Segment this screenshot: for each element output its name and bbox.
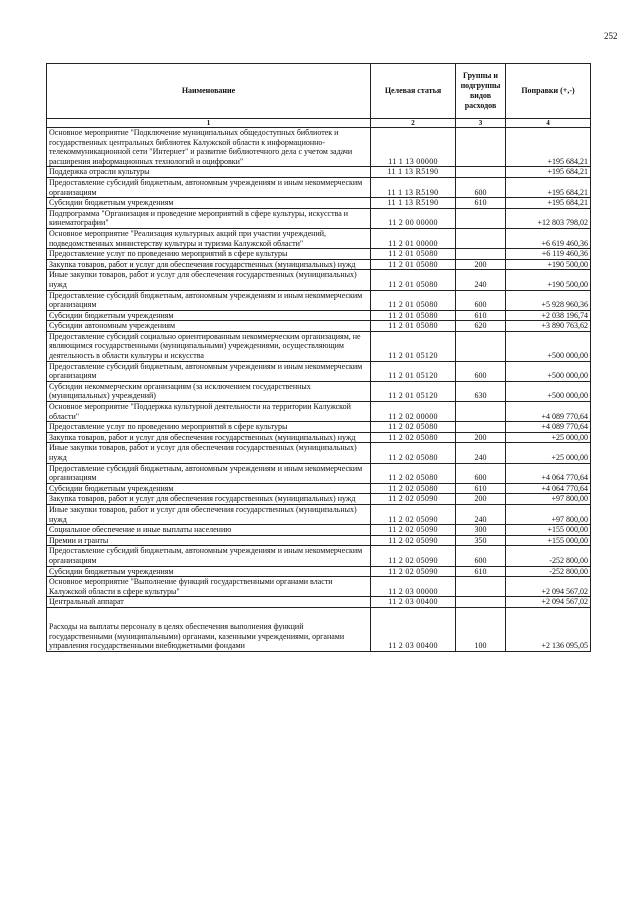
row-name-cell: Субсидии бюджетным учреждениям bbox=[47, 310, 371, 321]
row-amount-cell: +4 089 770,64 bbox=[506, 402, 591, 422]
row-group-cell bbox=[456, 577, 506, 597]
row-amount-cell: -252 800,00 bbox=[506, 546, 591, 566]
row-group-cell: 610 bbox=[456, 198, 506, 209]
row-name-cell: Поддержка отрасли культуры bbox=[47, 167, 371, 178]
row-name-cell: Субсидии бюджетным учреждениям bbox=[47, 566, 371, 577]
table-row bbox=[47, 331, 591, 361]
row-amount-cell: +6 619 460,36 bbox=[506, 228, 591, 248]
row-amount-cell: +97 800,00 bbox=[506, 494, 591, 505]
row-name-cell: Предоставление субсидий бюджетным, автономным учреждениям и иным некоммерческим организациям bbox=[47, 546, 371, 566]
row-group-cell: 100 bbox=[456, 607, 506, 651]
table-row bbox=[47, 249, 591, 260]
row-name-cell: Предоставление услуг по проведению мероприятий в сфере культуры bbox=[47, 249, 371, 260]
row-code-cell: 11 2 01 00000 bbox=[371, 228, 456, 248]
table-row bbox=[47, 128, 591, 167]
row-group-cell: 610 bbox=[456, 483, 506, 494]
row-code-cell: 11 2 02 05080 bbox=[371, 432, 456, 443]
row-group-cell: 610 bbox=[456, 566, 506, 577]
row-code-cell: 11 2 02 05090 bbox=[371, 546, 456, 566]
header-groups: Группы и подгруппы видов расходов bbox=[456, 64, 506, 119]
header-amendments: Поправки (+,-) bbox=[506, 64, 591, 119]
row-amount-cell: +190 500,00 bbox=[506, 259, 591, 270]
row-code-cell: 11 2 02 00000 bbox=[371, 402, 456, 422]
row-code-cell: 11 2 01 05080 bbox=[371, 249, 456, 260]
row-code-cell: 11 2 02 05080 bbox=[371, 443, 456, 463]
table-row bbox=[47, 525, 591, 536]
row-name-cell: Закупка товаров, работ и услуг для обеспечения государственных (муниципальных) нужд bbox=[47, 494, 371, 505]
column-number: 3 bbox=[456, 119, 506, 128]
row-group-cell: 600 bbox=[456, 463, 506, 483]
row-name-cell: Расходы на выплаты персоналу в целях обеспечения выполнения функций государственными (муниципальными) органами, казенными учреждениями, органами управления государственными внебюджетными фондами bbox=[47, 607, 371, 651]
row-amount-cell: +4 064 770,64 bbox=[506, 463, 591, 483]
row-code-cell: 11 2 03 00000 bbox=[371, 577, 456, 597]
row-group-cell: 600 bbox=[456, 177, 506, 197]
row-code-cell: 11 2 01 05120 bbox=[371, 381, 456, 401]
row-group-cell: 300 bbox=[456, 525, 506, 536]
row-amount-cell: +155 000,00 bbox=[506, 535, 591, 546]
table-row bbox=[47, 443, 591, 463]
row-amount-cell: +25 000,00 bbox=[506, 432, 591, 443]
row-name-cell: Предоставление субсидий бюджетным, автономным учреждениям и иным некоммерческим организациям bbox=[47, 177, 371, 197]
header-name: Наименование bbox=[47, 64, 371, 119]
table-row bbox=[47, 432, 591, 443]
table-row bbox=[47, 494, 591, 505]
row-amount-cell: +500 000,00 bbox=[506, 381, 591, 401]
row-group-cell: 240 bbox=[456, 270, 506, 290]
row-code-cell: 11 2 01 05080 bbox=[371, 290, 456, 310]
row-name-cell: Центральный аппарат bbox=[47, 597, 371, 608]
table-row bbox=[47, 290, 591, 310]
row-amount-cell: +195 684,21 bbox=[506, 177, 591, 197]
table-row bbox=[47, 483, 591, 494]
row-code-cell: 11 2 02 05090 bbox=[371, 566, 456, 577]
row-amount-cell: +12 803 798,02 bbox=[506, 208, 591, 228]
row-amount-cell: +5 928 960,36 bbox=[506, 290, 591, 310]
row-amount-cell: +2 094 567,02 bbox=[506, 577, 591, 597]
column-number-row bbox=[47, 119, 591, 128]
row-amount-cell: -252 800,00 bbox=[506, 566, 591, 577]
column-number: 4 bbox=[506, 119, 591, 128]
row-name-cell: Основное мероприятие "Выполнение функций государственными органами власти Калужской области в сфере культуры" bbox=[47, 577, 371, 597]
table-row bbox=[47, 208, 591, 228]
row-code-cell: 11 2 01 05120 bbox=[371, 361, 456, 381]
row-group-cell: 240 bbox=[456, 443, 506, 463]
table-row bbox=[47, 259, 591, 270]
row-amount-cell: +195 684,21 bbox=[506, 198, 591, 209]
row-name-cell: Субсидии некоммерческим организациям (за исключением государственных (муниципальных) учреждений) bbox=[47, 381, 371, 401]
budget-amendments-table bbox=[46, 63, 591, 652]
row-group-cell bbox=[456, 402, 506, 422]
row-group-cell bbox=[456, 208, 506, 228]
column-number: 1 bbox=[47, 119, 371, 128]
table-row bbox=[47, 463, 591, 483]
row-name-cell: Предоставление субсидий бюджетным, автономным учреждениям и иным некоммерческим организациям bbox=[47, 463, 371, 483]
table-row bbox=[47, 310, 591, 321]
table-row bbox=[47, 321, 591, 332]
row-name-cell: Подпрограмма "Организация и проведение мероприятий в сфере культуры, искусства и кинематографии" bbox=[47, 208, 371, 228]
column-number: 2 bbox=[371, 119, 456, 128]
row-name-cell: Субсидии автономным учреждениям bbox=[47, 321, 371, 332]
row-amount-cell: +2 094 567,02 bbox=[506, 597, 591, 608]
row-code-cell: 11 1 13 00000 bbox=[371, 128, 456, 167]
row-amount-cell: +25 000,00 bbox=[506, 443, 591, 463]
row-amount-cell: +3 890 763,62 bbox=[506, 321, 591, 332]
table-row bbox=[47, 228, 591, 248]
row-amount-cell: +195 684,21 bbox=[506, 167, 591, 178]
row-code-cell: 11 2 01 05120 bbox=[371, 331, 456, 361]
row-name-cell: Закупка товаров, работ и услуг для обеспечения государственных (муниципальных) нужд bbox=[47, 259, 371, 270]
table-row bbox=[47, 504, 591, 524]
row-name-cell: Предоставление субсидий бюджетным, автономным учреждениям и иным некоммерческим организациям bbox=[47, 290, 371, 310]
table-row bbox=[47, 546, 591, 566]
row-name-cell: Основное мероприятие "Поддержка культурной деятельности на территории Калужской области" bbox=[47, 402, 371, 422]
row-group-cell: 200 bbox=[456, 259, 506, 270]
row-code-cell: 11 2 02 05090 bbox=[371, 535, 456, 546]
row-code-cell: 11 2 02 05080 bbox=[371, 463, 456, 483]
row-code-cell: 11 2 03 00400 bbox=[371, 607, 456, 651]
row-group-cell bbox=[456, 228, 506, 248]
row-name-cell: Иные закупки товаров, работ и услуг для обеспечения государственных (муниципальных) нужд bbox=[47, 504, 371, 524]
row-code-cell: 11 2 02 05080 bbox=[371, 422, 456, 433]
table-row bbox=[47, 402, 591, 422]
table-row bbox=[47, 607, 591, 651]
row-code-cell: 11 2 03 00400 bbox=[371, 597, 456, 608]
row-name-cell: Премии и гранты bbox=[47, 535, 371, 546]
row-amount-cell: +2 038 196,74 bbox=[506, 310, 591, 321]
table-row bbox=[47, 198, 591, 209]
row-name-cell: Основное мероприятие "Подключение муниципальных общедоступных библиотек и государственных центральных библиотек Калужской области к информационно-телекоммуникационной сети "Интернет" и развитие библиотечного дела с учетом задачи расширения информационных технологий и оцифровки" bbox=[47, 128, 371, 167]
row-code-cell: 11 2 01 05080 bbox=[371, 270, 456, 290]
row-code-cell: 11 2 02 05080 bbox=[371, 483, 456, 494]
table-row bbox=[47, 577, 591, 597]
table-header-row bbox=[47, 64, 591, 119]
row-code-cell: 11 1 13 R5190 bbox=[371, 177, 456, 197]
table-row bbox=[47, 381, 591, 401]
header-article: Целевая статья bbox=[371, 64, 456, 119]
row-amount-cell: +155 000,00 bbox=[506, 525, 591, 536]
row-name-cell: Предоставление субсидий бюджетным, автономным учреждениям и иным некоммерческим организациям bbox=[47, 361, 371, 381]
row-name-cell: Иные закупки товаров, работ и услуг для обеспечения государственных (муниципальных) нужд bbox=[47, 270, 371, 290]
row-group-cell bbox=[456, 331, 506, 361]
row-group-cell: 600 bbox=[456, 546, 506, 566]
page-number: 252 bbox=[604, 31, 618, 41]
row-group-cell: 630 bbox=[456, 381, 506, 401]
row-code-cell: 11 2 00 00000 bbox=[371, 208, 456, 228]
row-code-cell: 11 2 02 05090 bbox=[371, 494, 456, 505]
row-amount-cell: +2 136 095,05 bbox=[506, 607, 591, 651]
table-row bbox=[47, 422, 591, 433]
row-code-cell: 11 2 01 05080 bbox=[371, 310, 456, 321]
row-code-cell: 11 2 01 05080 bbox=[371, 259, 456, 270]
table-body bbox=[47, 128, 591, 652]
row-name-cell: Социальное обеспечение и иные выплаты населению bbox=[47, 525, 371, 536]
row-amount-cell: +6 119 460,36 bbox=[506, 249, 591, 260]
table-row bbox=[47, 167, 591, 178]
row-name-cell: Предоставление услуг по проведению мероприятий в сфере культуры bbox=[47, 422, 371, 433]
row-name-cell: Субсидии бюджетным учреждениям bbox=[47, 483, 371, 494]
row-amount-cell: +195 684,21 bbox=[506, 128, 591, 167]
row-group-cell bbox=[456, 167, 506, 178]
row-code-cell: 11 2 02 05090 bbox=[371, 525, 456, 536]
row-amount-cell: +4 064 770,64 bbox=[506, 483, 591, 494]
row-group-cell bbox=[456, 128, 506, 167]
row-group-cell: 620 bbox=[456, 321, 506, 332]
row-group-cell bbox=[456, 597, 506, 608]
row-group-cell bbox=[456, 422, 506, 433]
row-amount-cell: +500 000,00 bbox=[506, 331, 591, 361]
row-amount-cell: +4 089 770,64 bbox=[506, 422, 591, 433]
row-group-cell: 200 bbox=[456, 494, 506, 505]
row-code-cell: 11 1 13 R5190 bbox=[371, 167, 456, 178]
row-amount-cell: +97 800,00 bbox=[506, 504, 591, 524]
table-row bbox=[47, 566, 591, 577]
row-amount-cell: +190 500,00 bbox=[506, 270, 591, 290]
row-name-cell: Субсидии бюджетным учреждениям bbox=[47, 198, 371, 209]
row-name-cell: Закупка товаров, работ и услуг для обеспечения государственных (муниципальных) нужд bbox=[47, 432, 371, 443]
row-group-cell: 600 bbox=[456, 361, 506, 381]
row-code-cell: 11 1 13 R5190 bbox=[371, 198, 456, 209]
table-row bbox=[47, 361, 591, 381]
row-group-cell: 600 bbox=[456, 290, 506, 310]
row-group-cell: 240 bbox=[456, 504, 506, 524]
row-code-cell: 11 2 01 05080 bbox=[371, 321, 456, 332]
row-amount-cell: +500 000,00 bbox=[506, 361, 591, 381]
row-group-cell: 350 bbox=[456, 535, 506, 546]
row-name-cell: Основное мероприятие "Реализация культурных акций при участии учреждений, подведомственных министерству культуры и туризма Калужской области" bbox=[47, 228, 371, 248]
row-group-cell: 610 bbox=[456, 310, 506, 321]
table-row bbox=[47, 177, 591, 197]
row-group-cell: 200 bbox=[456, 432, 506, 443]
row-group-cell bbox=[456, 249, 506, 260]
row-code-cell: 11 2 02 05090 bbox=[371, 504, 456, 524]
table-row bbox=[47, 535, 591, 546]
table-row bbox=[47, 597, 591, 608]
row-name-cell: Предоставление субсидий социально ориентированным некоммерческим организациям, не являющимся государственными (муниципальными) учреждениями, осуществляющим деятельность в области культуры и искусства bbox=[47, 331, 371, 361]
row-name-cell: Иные закупки товаров, работ и услуг для обеспечения государственных (муниципальных) нужд bbox=[47, 443, 371, 463]
table-row bbox=[47, 270, 591, 290]
